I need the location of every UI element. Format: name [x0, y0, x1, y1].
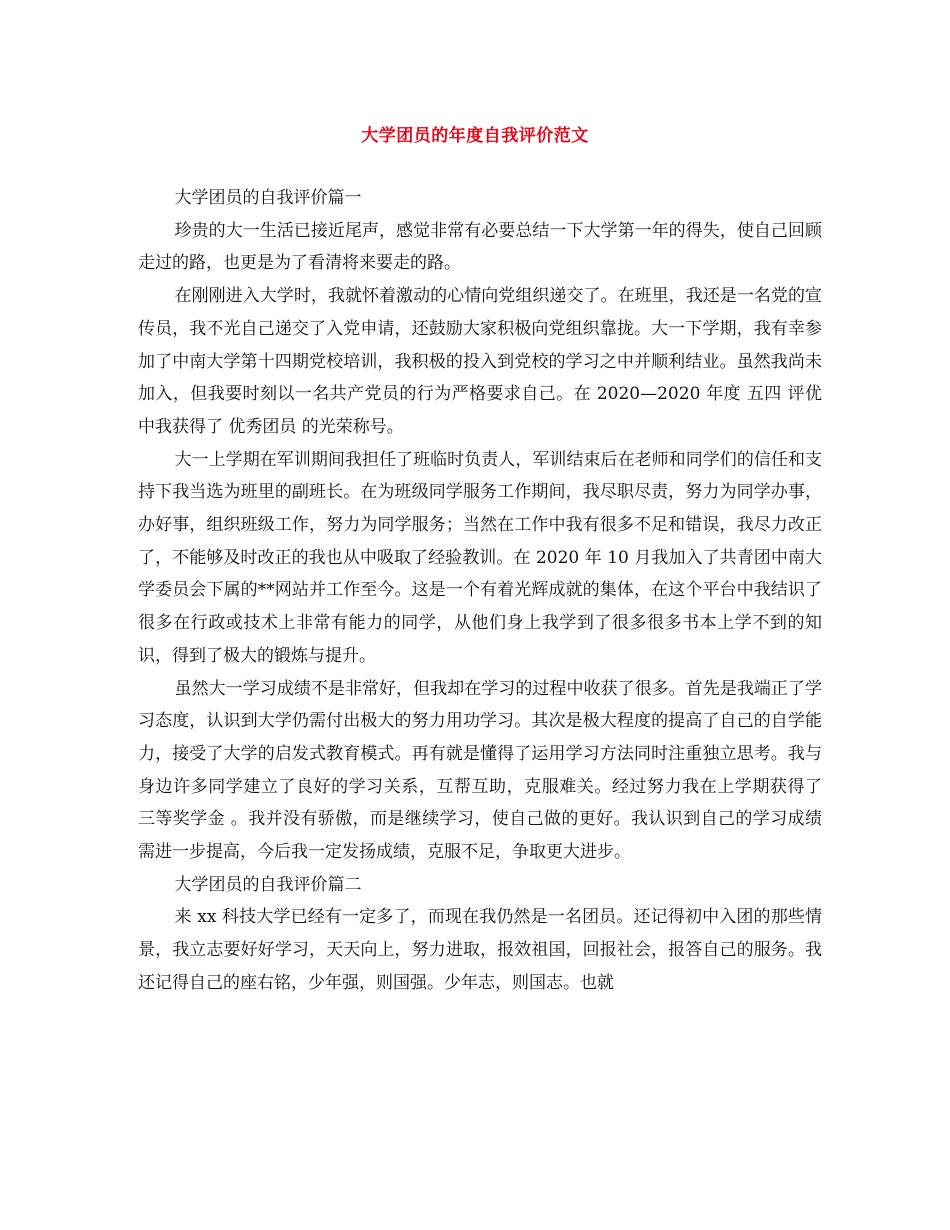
section-heading-1: 大学团员的自我评价篇一: [174, 188, 362, 208]
paragraph: 在刚刚进入大学时，我就怀着激动的心情向党组织递交了。在班里，我还是一名党的宣传员，我不光自己递交了入党申请，还鼓励大家积极向党组织靠拢。大一下学期，我有幸参加了中南大学第十四期党校培训，我积极的投入到党校的学习之中并顺利结业。虽然我尚未加入，但我要时刻以一名共产党员的行为严格要求自己。在 2020—2020 年度 五四 评优中我获得了 优秀团员 的光荣称号。: [138, 286, 822, 437]
document-body: [138, 182, 822, 1000]
document-title: 大学团员的年度自我评价范文: [361, 126, 589, 146]
paragraph: 来 xx 科技大学已经有一定多了，而现在我仍然是一名团员。还记得初中入团的那些情景，我立志要好好学习，天天向上，努力进取，报效祖国，回报社会，报答自己的服务。我还记得自己的座右铭，少年强，则国强。少年志，则国志。也就: [138, 907, 822, 993]
section-heading-2: 大学团员的自我评价篇二: [174, 874, 362, 895]
paragraph: 大一上学期在军训期间我担任了班临时负责人，军训结束后在老师和同学们的信任和支持下我当选为班里的副班长。在为班级同学服务工作期间，我尽职尽责，努力为同学办事，办好事，组织班级工作，努力为同学服务；当然在工作中我有很多不足和错误，我尽力改正了，不能够及时改正的我也从中吸取了经验教训。在 2020 年 10 月我加入了共青团中南大学委员会下属的**网站并工作至今。这是一个有着光辉成就的集体，在这个平台中我结识了很多在行政或技术上非常有能力的同学，从他们身上我学到了很多很多书本上学不到的知识，得到了极大的锻炼与提升。: [138, 449, 822, 666]
paragraph: 珍贵的大一生活已接近尾声，感觉非常有必要总结一下大学第一年的得失，使自己回顾走过的路，也更是为了看清将来要走的路。: [138, 220, 822, 274]
paragraph: 虽然大一学习成绩不是非常好，但我却在学习的过程中收获了很多。首先是我端正了学习态度，认识到大学仍需付出极大的努力用功学习。其次是极大程度的提高了自己的自学能力，接受了大学的启发式教育模式。再有就是懂得了运用学习方法同时注重独立思考。我与身边许多同学建立了良好的学习关系，互帮互助，克服难关。经过努力我在上学期获得了 三等奖学金 。我并没有骄傲，而是继续学习，使自己做的更好。我认识到自己的学习成绩需进一步提高，今后我一定发扬成绩，克服不足，争取更大进步。: [138, 678, 822, 863]
